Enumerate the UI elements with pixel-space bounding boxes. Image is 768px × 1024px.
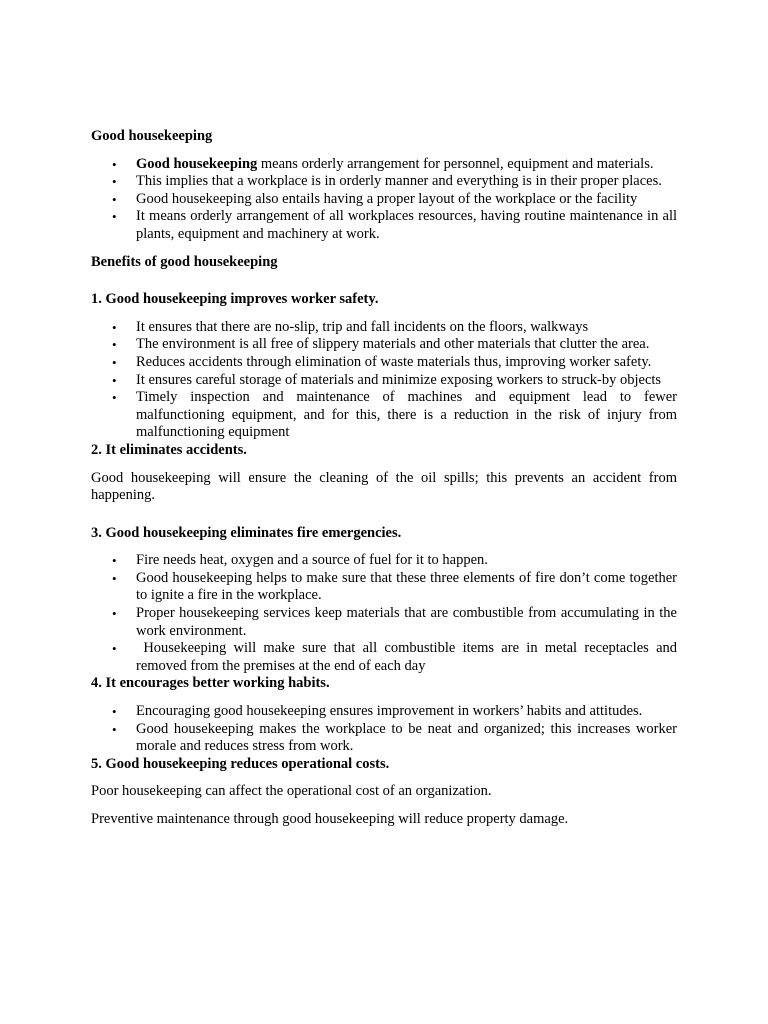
bullet-icon: • bbox=[112, 209, 117, 225]
bullet-icon: • bbox=[112, 641, 117, 657]
section-5-paragraph-1: Poor housekeeping can affect the operational cost of an organization. bbox=[91, 783, 492, 800]
list-item-text: The environment is all free of slippery materials and other materials that clutter the area. bbox=[136, 336, 650, 353]
list-item-text: Housekeeping will make sure that all combustible items are in metal receptacles and removed from the premises at the end of each day bbox=[136, 640, 681, 674]
bullet-icon: • bbox=[112, 174, 117, 190]
bullet-icon: • bbox=[112, 372, 117, 388]
list-item bbox=[91, 640, 681, 675]
list-item-text: Proper housekeeping services keep materials that are combustible from accumulating in the work environment. bbox=[136, 605, 677, 639]
list-item bbox=[91, 156, 677, 174]
section-4-list bbox=[91, 703, 677, 756]
list-item bbox=[91, 319, 677, 337]
bullet-icon: • bbox=[112, 553, 117, 569]
section-1-list bbox=[91, 319, 677, 442]
benefits-heading: Benefits of good housekeeping bbox=[91, 253, 278, 270]
section-3-list bbox=[91, 552, 681, 675]
section-heading-1: 1. Good housekeeping improves worker safety. bbox=[91, 291, 379, 308]
list-item-text: Encouraging good housekeeping ensures improvement in workers’ habits and attitudes. bbox=[136, 703, 643, 720]
list-item bbox=[91, 605, 677, 640]
list-item-text: Good housekeeping makes the workplace to be neat and organized; this increases worker morale and reduces stress from work. bbox=[136, 720, 677, 755]
list-item bbox=[91, 703, 677, 721]
list-item-text: Timely inspection and maintenance of machines and equipment lead to fewer malfunctioning equipment, and for this, there is a reduction in the risk of injury from malfunctioning equipment bbox=[136, 389, 677, 441]
list-item-text: It ensures careful storage of materials and minimize exposing workers to struck-by objects bbox=[136, 371, 662, 388]
bullet-icon: • bbox=[112, 606, 117, 622]
list-item-text: Good housekeeping helps to make sure that these three elements of fire don’t come together to ignite a fire in the workplace. bbox=[136, 569, 677, 604]
list-item-text: Fire needs heat, oxygen and a source of fuel for it to happen. bbox=[136, 552, 488, 569]
list-item bbox=[91, 721, 677, 756]
bullet-icon: • bbox=[112, 156, 117, 172]
list-item bbox=[91, 389, 677, 442]
intro-list bbox=[91, 156, 677, 244]
bullet-icon: • bbox=[112, 704, 117, 720]
bullet-icon: • bbox=[112, 319, 117, 335]
list-item-text: Good housekeeping also entails having a proper layout of the workplace or the facility bbox=[136, 190, 638, 207]
bullet-icon: • bbox=[112, 570, 117, 586]
list-item-text: This implies that a workplace is in orderly manner and everything is in their proper places. bbox=[136, 173, 662, 190]
list-item-text: Reduces accidents through elimination of waste materials thus, improving worker safety. bbox=[136, 353, 652, 370]
section-5-paragraph-2: Preventive maintenance through good housekeeping will reduce property damage. bbox=[91, 811, 569, 827]
list-item-text: means orderly arrangement for personnel, equipment and materials. bbox=[257, 155, 654, 172]
bullet-icon: • bbox=[112, 191, 117, 207]
section-2-paragraph: Good housekeeping will ensure the cleaning of the oil spills; this prevents an accident from happening. bbox=[91, 469, 677, 504]
section-heading-3: 3. Good housekeeping eliminates fire emergencies. bbox=[91, 524, 402, 541]
list-item bbox=[91, 208, 677, 243]
list-item bbox=[91, 336, 677, 354]
list-item bbox=[91, 570, 677, 605]
list-item bbox=[91, 173, 677, 191]
page-title: Good housekeeping bbox=[91, 128, 213, 144]
section-heading-5: 5. Good housekeeping reduces operational costs. bbox=[91, 755, 390, 772]
bullet-icon: • bbox=[112, 721, 117, 737]
list-item bbox=[91, 191, 677, 209]
list-item bbox=[91, 372, 677, 390]
section-heading-4: 4. It encourages better working habits. bbox=[91, 675, 330, 692]
list-item bbox=[91, 552, 677, 570]
section-heading-2: 2. It eliminates accidents. bbox=[91, 441, 247, 458]
bullet-icon: • bbox=[112, 337, 117, 353]
list-item bbox=[91, 354, 677, 372]
bold-term: Good housekeeping bbox=[136, 155, 258, 172]
bullet-icon: • bbox=[112, 354, 117, 370]
list-item-text: It means orderly arrangement of all workplaces resources, having routine maintenance in all plants, equipment and machinery at work. bbox=[136, 208, 677, 242]
bullet-icon: • bbox=[112, 390, 117, 406]
list-item-text: It ensures that there are no-slip, trip and fall incidents on the floors, walkways bbox=[136, 318, 589, 335]
